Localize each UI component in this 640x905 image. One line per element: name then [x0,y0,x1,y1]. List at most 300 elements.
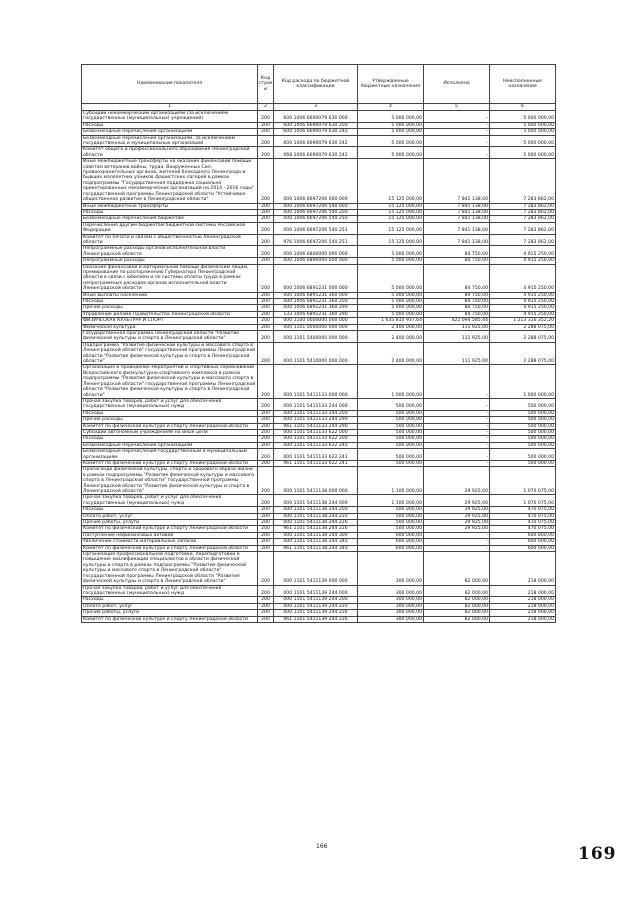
cell-line-code: 200 [258,318,274,324]
cell-unexecuted: 7 283 862,00 [490,203,556,209]
cell-name: Организация профессиональной подготовки, переподготовки и повышение квалификации специалистов в области физической культуры и спорта в рамках подпрограммы "Развитие физической культуры и массового спорта в Ленинградской области" государственной программы Ленинградской области "Развитие физической культуры и спорта в Ленинградской области" [82,552,258,585]
cell-approved: 5 000 000,00 [358,147,424,159]
table-row [82,311,556,317]
cell-name: Расходы [82,507,258,513]
cell-name: Управление делами Правительства Ленинградской области [82,311,258,317]
cell-unexecuted: 500 000,00 [490,417,556,423]
cell-executed: - [424,539,490,545]
header-unexecuted: Неисполненные назначения [490,65,556,104]
cell-approved: 300 000,00 [358,610,424,616]
cell-line-code: 200 [258,216,274,222]
cell-budget-code: 000 1101 5411138 244 200 [274,507,358,513]
cell-name: Оплата работ, услуг [82,513,258,519]
table-row [82,331,556,343]
cell-unexecuted: 470 075,00 [490,507,556,513]
cell-budget-code: 000 1006 6891231 360 290 [274,305,358,311]
cell-line-code: 200 [258,603,274,609]
table-row [82,264,556,292]
cell-unexecuted: 5 000 000,00 [490,111,556,123]
cell-approved: 600 000,00 [358,539,424,545]
cell-unexecuted: 600 000,00 [490,545,556,551]
cell-budget-code: 068 1006 6690079 630 242 [274,147,358,159]
cell-name: Перечисления другим бюджетам бюджетной системы Российской Федерации [82,222,258,234]
cell-unexecuted: 1 070 075,00 [490,467,556,495]
cell-name: Прочие работы, услуги [82,520,258,526]
cell-approved: 15 125 000,00 [358,216,424,222]
table-row [82,585,556,597]
cell-name: Комитет по физической культуре и спорту Ленинградской области [82,460,258,466]
table-row [82,365,556,398]
cell-unexecuted: 7 283 862,00 [490,159,556,203]
cell-budget-code: 000 1006 6800000 000 000 [274,246,358,258]
header-name: Наименование показателя [82,65,258,104]
cell-unexecuted: 218 000,00 [490,552,556,585]
cell-executed: 29 925,00 [424,526,490,532]
cell-unexecuted: 218 000,00 [490,603,556,609]
cell-line-code: 200 [258,258,274,264]
cell-executed: 422 094 585,44 [424,318,490,324]
cell-executed: 29 925,00 [424,507,490,513]
cell-line-code: 200 [258,135,274,147]
cell-approved: 5 000 000,00 [358,246,424,258]
cell-executed: 84 750,00 [424,258,490,264]
cell-approved: 500 000,00 [358,513,424,519]
cell-line-code: 200 [258,467,274,495]
cell-approved: 300 000,00 [358,616,424,622]
cell-approved: 5 000 000,00 [358,258,424,264]
cell-unexecuted: 7 283 862,00 [490,209,556,215]
cell-line-code: 200 [258,311,274,317]
cell-unexecuted: 1 213 316 352,20 [490,318,556,324]
cell-approved: 1 000 000,00 [358,365,424,398]
table-row [82,203,556,209]
cell-name: Комитет по физической культуре и спорту Ленинградской области [82,423,258,429]
cell-name: Физическая культура [82,324,258,330]
cell-line-code: 200 [258,203,274,209]
cell-unexecuted: 600 000,00 [490,532,556,538]
cell-budget-code: 000 1006 6697206 540 250 [274,216,358,222]
cell-budget-code: 000 1101 5411133 244 200 [274,410,358,416]
cell-name: Оплата работ, услуг [82,603,258,609]
cell-executed: - [424,147,490,159]
cell-budget-code: 133 1006 6891231 360 290 [274,311,358,317]
cell-line-code: 200 [258,331,274,343]
cell-budget-code: 976 1006 6697206 540 251 [274,234,358,246]
cell-line-code: 200 [258,111,274,123]
cell-name: Комитет по физической культуре и спорту Ленинградской области [82,526,258,532]
cell-executed: 111 925,00 [424,324,490,330]
cell-name: Комитет общего и профессионального образования Ленинградской области [82,147,258,159]
cell-executed: 82 000,00 [424,603,490,609]
cell-approved: 300 000,00 [358,552,424,585]
table-row [82,111,556,123]
cell-executed: - [424,532,490,538]
cell-approved: 2 400 000,00 [358,342,424,365]
cell-approved: 300 000,00 [358,603,424,609]
cell-executed: - [424,122,490,128]
cell-executed: - [424,545,490,551]
cell-budget-code: 600 1006 6690079 630 000 [274,111,358,123]
cell-executed: - [424,365,490,398]
cell-approved: 500 000,00 [358,507,424,513]
cell-unexecuted: 218 000,00 [490,597,556,603]
cell-name: Субсидии некоммерческим организациям (за исключением государственных (муниципальных) учреждений) [82,111,258,123]
table-row [82,147,556,159]
cell-line-code: 200 [258,222,274,234]
table-row [82,159,556,203]
header-budget-code: Код расхода по бюджетной классификации [274,65,358,104]
table-row [82,318,556,324]
cell-line-code: 200 [258,495,274,507]
cell-line-code: 200 [258,264,274,292]
cell-name: Безвозмездные перечисления организациям, за исключением государственных и муниципальных организаций [82,135,258,147]
cell-approved: 2 400 000,00 [358,331,424,343]
cell-budget-code: 600 1006 6690079 630 240 [274,129,358,135]
cell-executed: - [424,111,490,123]
cell-executed: - [424,423,490,429]
cell-name: Поступление нефинансовых активов [82,532,258,538]
cell-line-code: 200 [258,305,274,311]
cell-name: Иные межбюджетные трансферты на оказание финансовой помощи советам ветеранов войны, труда, Вооруженных Сил, правоохранительных органов, жителей блокадного Ленинграда и бывших малолетних узников фашистских лагерей в рамках подпрограммы "Государственная поддержка социально ориентированных некоммерческих организаций на 2014 - 2016 годы" государственной программы Ленинградской области "Устойчивое общественное развитие в Ленинградской области" [82,159,258,203]
cell-line-code: 200 [258,324,274,330]
cell-executed: 82 000,00 [424,585,490,597]
cell-executed: - [424,410,490,416]
cell-budget-code: 000 1101 5411138 244 226 [274,520,358,526]
cell-approved: 2 400 000,00 [358,324,424,330]
cell-unexecuted: 500 000,00 [490,429,556,435]
cell-name: Непрограммные расходы органов исполнительной власти Ленинградской области [82,246,258,258]
cell-executed: 7 841 138,00 [424,222,490,234]
cell-line-code: 200 [258,597,274,603]
cell-name: Расходы [82,436,258,442]
cell-unexecuted: 218 000,00 [490,610,556,616]
header-line-code: Код строк и [258,65,274,104]
cell-name: Расходы [82,209,258,215]
cell-unexecuted: 4 915 250,00 [490,292,556,298]
column-number: 4 [358,104,424,111]
cell-line-code: 200 [258,507,274,513]
cell-unexecuted: 2 288 075,00 [490,324,556,330]
table-row [82,342,556,365]
cell-budget-code: 000 1006 6891231 360 000 [274,292,358,298]
cell-executed: 84 750,00 [424,299,490,305]
cell-line-code: 200 [258,147,274,159]
column-number: 6 [490,104,556,111]
cell-name: Расходы [82,122,258,128]
cell-approved: 1 100 000,00 [358,495,424,507]
cell-line-code: 200 [258,616,274,622]
cell-budget-code: 961 1101 5411138 244 340 [274,545,358,551]
cell-budget-code: 000 1101 5411139 244 226 [274,610,358,616]
cell-name: Безвозмездные перечисления организациям [82,442,258,448]
cell-name: Безвозмездные перечисления организациям [82,129,258,135]
cell-approved: 1 100 000,00 [358,467,424,495]
cell-name: Безвозмездные перечисления бюджетам [82,216,258,222]
cell-executed: 84 750,00 [424,292,490,298]
column-number-row [82,104,556,111]
cell-approved: 500 000,00 [358,520,424,526]
cell-line-code: 200 [258,410,274,416]
cell-approved: 15 125 000,00 [358,203,424,209]
cell-budget-code: 000 1101 0000000 000 000 [274,324,358,330]
cell-budget-code: 961 1101 5411139 244 226 [274,616,358,622]
cell-unexecuted: 470 075,00 [490,520,556,526]
cell-name: Прочая закупка товаров, работ и услуг для обеспечения государственных (муниципальных) нужд [82,398,258,410]
cell-approved: 5 000 000,00 [358,311,424,317]
cell-approved: 500 000,00 [358,417,424,423]
cell-name: Подпрограмма "Развитие физической культуры и массового спорта в Ленинградской области" государственной программы Ленинградской области "Развитие физической культуры и спорта в Ленинградской области" [82,342,258,365]
cell-unexecuted: 4 915 250,00 [490,264,556,292]
cell-budget-code: 000 1101 5411133 622 241 [274,449,358,461]
cell-budget-code: 000 1101 5411139 244 200 [274,597,358,603]
column-number: 5 [424,104,490,111]
cell-line-code: 200 [258,129,274,135]
cell-budget-code: 000 1006 6697206 540 200 [274,209,358,215]
cell-name: Увеличение стоимости материальных запасов [82,539,258,545]
cell-approved: 15 125 000,00 [358,222,424,234]
cell-line-code: 200 [258,122,274,128]
cell-approved: 500 000,00 [358,436,424,442]
cell-unexecuted: 5 000 000,00 [490,122,556,128]
table-row [82,449,556,461]
cell-line-code: 200 [258,545,274,551]
cell-unexecuted: 7 283 862,00 [490,222,556,234]
cell-name: Иные межбюджетные трансферты [82,203,258,209]
cell-line-code: 200 [258,159,274,203]
cell-budget-code: 000 1101 5411138 000 000 [274,467,358,495]
cell-budget-code: 000 1101 5411133 622 000 [274,429,358,435]
cell-approved: 500 000,00 [358,442,424,448]
table-row [82,467,556,495]
cell-name: Организация и проведение мероприятий и спортивных соревнований Всероссийского физкультурно-спортивного комплекса в рамках подпрограммы "Развитие физической культуры и массового спорта в Ленинградской области" государственной программы Ленинградской области "Развитие физической культуры и спорта в Ленинградской области" [82,365,258,398]
cell-line-code: 200 [258,423,274,429]
cell-line-code: 200 [258,460,274,466]
cell-line-code: 200 [258,442,274,448]
cell-approved: 600 000,00 [358,545,424,551]
cell-unexecuted: 5 000 000,00 [490,135,556,147]
cell-line-code: 200 [258,610,274,616]
cell-name: Комитет по физической культуре и спорту Ленинградской области [82,616,258,622]
cell-unexecuted: 2 288 075,00 [490,342,556,365]
cell-budget-code: 000 1101 5411139 244 000 [274,585,358,597]
cell-budget-code: 000 1101 5411138 244 300 [274,532,358,538]
cell-line-code: 200 [258,429,274,435]
cell-executed: 82 000,00 [424,552,490,585]
table-row [82,398,556,410]
cell-line-code: 200 [258,436,274,442]
cell-executed: 84 750,00 [424,264,490,292]
cell-budget-code: 000 1006 6890000 000 000 [274,258,358,264]
cell-budget-code: 000 1101 5411139 000 000 [274,552,358,585]
cell-unexecuted: 7 283 862,00 [490,234,556,246]
cell-name: Прочие работы, услуги [82,610,258,616]
cell-line-code: 200 [258,532,274,538]
cell-name: Субсидии автономным учреждениям на иные цели [82,429,258,435]
cell-executed: - [424,398,490,410]
cell-line-code: 200 [258,520,274,526]
cell-executed: 7 841 138,00 [424,159,490,203]
cell-unexecuted: 470 075,00 [490,513,556,519]
cell-line-code: 200 [258,552,274,585]
cell-budget-code: 000 1101 5411133 244 000 [274,398,358,410]
cell-budget-code: 000 1006 6891231 000 000 [274,264,358,292]
cell-budget-code: 000 1101 5411133 244 290 [274,417,358,423]
cell-approved: 300 000,00 [358,585,424,597]
cell-name: Комитет по физической культуре и спорту Ленинградской области [82,545,258,551]
cell-name: Прочая закупка товаров, работ и услуг для обеспечения государственных (муниципальных) нужд [82,495,258,507]
cell-unexecuted: 500 000,00 [490,449,556,461]
cell-line-code: 200 [258,342,274,365]
cell-budget-code: 000 1101 5411138 244 000 [274,495,358,507]
cell-budget-code: 000 1006 6697206 000 000 [274,159,358,203]
cell-executed: 7 841 138,00 [424,234,490,246]
cell-approved: 600 000,00 [358,532,424,538]
cell-unexecuted: 500 000,00 [490,410,556,416]
cell-executed: - [424,442,490,448]
cell-name: Пропаганда физической культуры, спорта и здорового образа жизни в рамках подпрограммы "Развитие физической культуры и массового спорта в Ленинградской области" государственной программы Ленинградской области "Развитие физической культуры и спорта в Ленинградской области" [82,467,258,495]
cell-line-code: 200 [258,417,274,423]
cell-unexecuted: 600 000,00 [490,539,556,545]
table-row [82,234,556,246]
cell-approved: 15 125 000,00 [358,159,424,203]
column-number: 2 [258,104,274,111]
cell-unexecuted: 2 288 075,00 [490,331,556,343]
cell-budget-code: 961 1101 5411133 622 241 [274,460,358,466]
cell-approved: 500 000,00 [358,460,424,466]
cell-name: Расходы [82,597,258,603]
cell-unexecuted: 218 000,00 [490,616,556,622]
cell-budget-code: 000 1101 5410000 000 000 [274,342,358,365]
table-row [82,216,556,222]
cell-approved: 5 000 000,00 [358,292,424,298]
cell-line-code: 200 [258,449,274,461]
cell-budget-code: 961 1101 5411138 244 226 [274,526,358,532]
cell-executed: 7 841 138,00 [424,209,490,215]
cell-executed: 84 750,00 [424,305,490,311]
cell-executed: - [424,460,490,466]
cell-budget-code: 000 1006 6697206 540 000 [274,203,358,209]
cell-executed: - [424,417,490,423]
cell-executed: - [424,436,490,442]
cell-unexecuted: 4 915 250,00 [490,311,556,317]
cell-executed: - [424,449,490,461]
cell-budget-code: 600 1006 6690079 630 200 [274,122,358,128]
cell-executed: 29 925,00 [424,513,490,519]
cell-approved: 5 000 000,00 [358,305,424,311]
cell-executed: 111 925,00 [424,342,490,365]
header-row [82,65,556,104]
cell-budget-code: 000 1006 6891231 360 200 [274,299,358,305]
cell-executed: - [424,135,490,147]
cell-name: Расходы [82,299,258,305]
cell-executed: 29 925,00 [424,520,490,526]
cell-approved: 500 000,00 [358,423,424,429]
cell-budget-code: 600 1006 6690079 630 242 [274,135,358,147]
cell-executed: 82 000,00 [424,597,490,603]
cell-name: Расходы [82,410,258,416]
table-body [82,111,556,623]
cell-unexecuted: 500 000,00 [490,442,556,448]
cell-unexecuted: 7 283 862,00 [490,216,556,222]
cell-name: Иные выплаты населению [82,292,258,298]
cell-approved: 5 000 000,00 [358,135,424,147]
cell-budget-code: 000 1101 5411133 622 240 [274,442,358,448]
column-number: 1 [82,104,258,111]
table-row [82,495,556,507]
cell-unexecuted: 1 000 000,00 [490,365,556,398]
cell-line-code: 200 [258,585,274,597]
cell-executed: 82 000,00 [424,616,490,622]
cell-budget-code: 000 1006 6697206 540 251 [274,222,358,234]
cell-line-code: 200 [258,526,274,532]
cell-line-code: 200 [258,299,274,305]
cell-approved: 5 000 000,00 [358,111,424,123]
cell-approved: 500 000,00 [358,398,424,410]
cell-unexecuted: 500 000,00 [490,460,556,466]
cell-approved: 5 000 000,00 [358,299,424,305]
cell-unexecuted: 4 915 250,00 [490,258,556,264]
column-number: 3 [274,104,358,111]
cell-line-code: 200 [258,365,274,398]
cell-unexecuted: 470 075,00 [490,526,556,532]
cell-executed: 84 750,00 [424,246,490,258]
cell-approved: 300 000,00 [358,597,424,603]
cell-unexecuted: 500 000,00 [490,436,556,442]
cell-unexecuted: 5 000 000,00 [490,129,556,135]
cell-unexecuted: 4 915 250,00 [490,305,556,311]
cell-unexecuted: 5 000 000,00 [490,147,556,159]
page-number: 166 [316,843,328,850]
handwritten-page-stamp: 169 [578,844,617,864]
cell-executed: - [424,429,490,435]
cell-executed: 82 000,00 [424,610,490,616]
cell-approved: 500 000,00 [358,429,424,435]
header-executed: Исполнено [424,65,490,104]
table-row [82,552,556,585]
table-row [82,222,556,234]
cell-name: Оказание финансовой и материальной помощи физическим лицам, премирование по распоряжению Губернатора Ленинградской области в связи с юбилеем и по системы оплаты труда в рамках непрограммных расходов органов исполнительной власти Ленинградской области [82,264,258,292]
cell-name: ФИЗИЧЕСКАЯ КУЛЬТУРА И СПОРТ [82,318,258,324]
table-row [82,135,556,147]
cell-approved: 500 000,00 [358,410,424,416]
cell-unexecuted: 500 000,00 [490,423,556,429]
cell-executed: 7 841 138,00 [424,203,490,209]
cell-budget-code: 000 1101 5411133 000 000 [274,365,358,398]
cell-budget-code: 000 1100 0000000 000 000 [274,318,358,324]
cell-executed: 29 925,00 [424,467,490,495]
cell-approved: 500 000,00 [358,449,424,461]
table-row [82,616,556,622]
cell-unexecuted: 218 000,00 [490,585,556,597]
table-row [82,246,556,258]
cell-name: Государственная программа Ленинградской области "Развитие физической культуры и спорта в Ленинградской области" [82,331,258,343]
budget-execution-table [81,64,556,623]
cell-unexecuted: 500 000,00 [490,398,556,410]
cell-name: Прочая закупка товаров, работ и услуг для обеспечения государственных (муниципальных) нужд [82,585,258,597]
cell-unexecuted: 4 915 250,00 [490,299,556,305]
cell-line-code: 200 [258,513,274,519]
cell-line-code: 200 [258,246,274,258]
header-approved: Утвержденные бюджетные назначения [358,65,424,104]
cell-budget-code: 000 1101 5411139 244 220 [274,603,358,609]
cell-name: Комитет по печати и связям с общественностью Ленинградской области [82,234,258,246]
cell-approved: 15 125 000,00 [358,234,424,246]
cell-budget-code: 000 1101 5400000 000 000 [274,331,358,343]
cell-executed: 29 925,00 [424,495,490,507]
cell-name: Прочие расходы [82,417,258,423]
cell-name: Прочие расходы [82,305,258,311]
cell-name: Безвозмездные перечисления государственным и муниципальным организациям [82,449,258,461]
